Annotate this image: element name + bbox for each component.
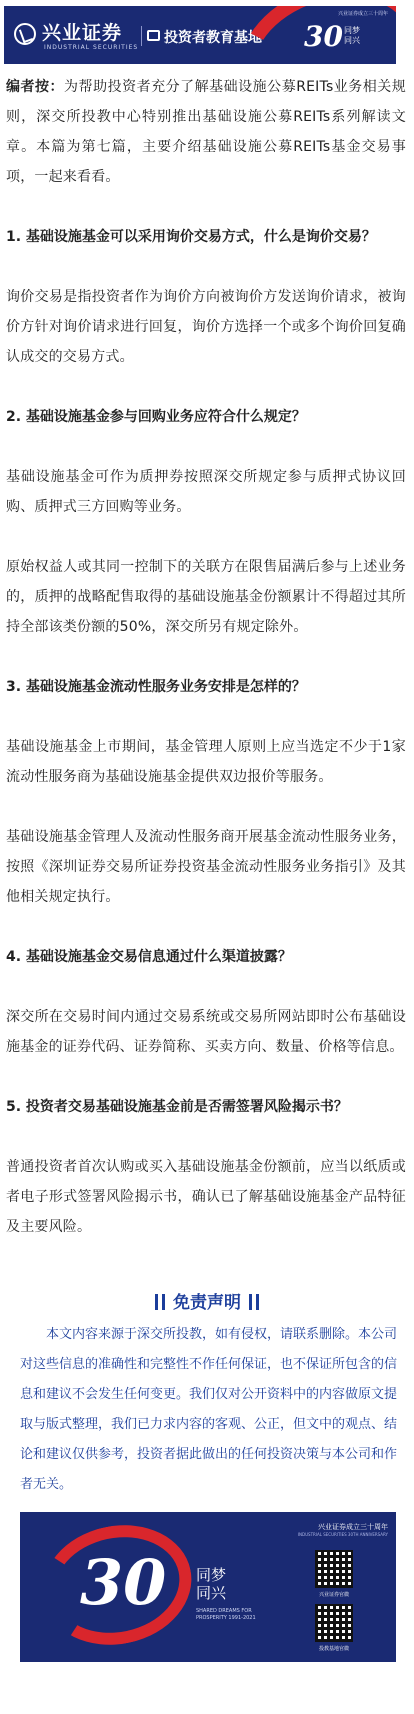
title-bar-right-2: [256, 1294, 259, 1310]
slogan-line1: 同梦: [196, 1566, 227, 1584]
section-paragraph: 询价交易是指投资者作为询价方向被询价方发送询价请求，被询价方针对询价请求进行回复，询价方选择一个或多个询价回复确认成交的交易方式。: [6, 289, 406, 365]
section-heading: 2. 基础设施基金参与回购业务应符合什么规定？: [6, 409, 306, 425]
anniversary-slogan-line1: 同梦: [344, 26, 360, 35]
education-base-icon: [147, 30, 160, 41]
disclaimer-title-text: 免责声明: [173, 1293, 241, 1313]
header-banner: [4, 6, 396, 64]
anniversary-slogan: [196, 1566, 226, 1602]
title-bar-right: [249, 1294, 252, 1310]
editor-note-label: 编者按：: [6, 79, 65, 95]
section-paragraph: 原始权益人或其同一控制下的关联方在限售届满后参与上述业务的，质押的战略配售取得的基础设施基金份额累计不得超过其所持全部该类份额的50%，深交所另有规定除外。: [6, 559, 406, 635]
banner-divider: [141, 26, 142, 46]
article-body: [6, 72, 406, 1242]
anniversary-caption: 兴业证券成立三十周年: [337, 11, 388, 17]
section-paragraph: 普通投资者首次认购或买入基础设施基金份额前，应当以纸质或者电子形式签署风险揭示书，确认已了解基础设施基金产品特征及主要风险。: [6, 1159, 406, 1235]
editor-note-text: 为帮助投资者充分了解基础设施公募REITs业务相关规则，深交所投教中心特别推出基础设施公募REITs系列解读文章。本篇为第七篇，主要介绍基础设施公募REITs基金交易事项，一起来看看。: [6, 79, 406, 185]
industrial-securities-logo-icon: [14, 23, 36, 45]
brand-name-english: INDUSTRIAL SECURITIES: [44, 44, 139, 51]
anniversary-tagline: SHARED DREAMS FOR PROSPERITY 1991-2021: [196, 1608, 256, 1621]
section-paragraph: 基础设施基金上市期间，基金管理人原则上应当选定不少于1家流动性服务商为基础设施基金提供双边报价等服务。: [6, 739, 406, 785]
anniversary-number: 30: [304, 20, 343, 53]
qr-caption: 投教基地官微: [318, 1646, 349, 1652]
section-paragraph: 基础设施基金管理人及流动性服务商开展基金流动性服务业务，按照《深圳证券交易所证券投资基金流动性服务业务指引》及其他相关规定执行。: [6, 829, 406, 905]
editor-note: [6, 72, 406, 192]
education-base-qr-code[interactable]: [315, 1604, 353, 1642]
anniversary-slogan: [344, 26, 360, 46]
section-heading: 5. 投资者交易基础设施基金前是否需签署风险揭示书？: [6, 1099, 348, 1115]
section-paragraph: 深交所在交易时间内通过交易系统或交易所网站即时公布基础设施基金的证券代码、证券简称、买卖方向、数量、价格等信息。: [6, 1009, 406, 1055]
section-heading: 3. 基础设施基金流动性服务业务安排是怎样的？: [6, 679, 306, 695]
brand-name: 兴业证券: [42, 22, 123, 44]
anniversary-caption: 兴业证券成立三十周年: [318, 1523, 388, 1531]
anniversary-number: 30: [80, 1546, 167, 1619]
section-heading: 1. 基础设施基金可以采用询价交易方式，什么是询价交易？: [6, 229, 376, 245]
section-heading: 4. 基础设施基金交易信息通过什么渠道披露？: [6, 949, 292, 965]
disclaimer-text: 本文内容来源于深交所投教，如有侵权，请联系删除。本公司对这些信息的准确性和完整性不作任何保证，也不保证所包含的信息和建议不会发生任何变更。我们仅对公开资料中的内容做原文提取与版式整理，我们已力求内容的客观、公正，但文中的观点、结论和建议仅供参考，投资者据此做出的任何投资决策与本公司和作者无关。: [20, 1327, 398, 1492]
title-bar-left: [155, 1294, 158, 1310]
investor-education-base-label: 投资者教育基地: [164, 30, 262, 46]
slogan-line2: 同兴: [196, 1584, 227, 1602]
anniversary-banner: [20, 1512, 396, 1662]
section-paragraph: 基础设施基金可作为质押券按照深交所规定参与质押式协议回购、质押式三方回购等业务。: [6, 469, 406, 515]
title-bar-left-2: [162, 1294, 165, 1310]
anniversary-caption-english: INDUSTRIAL SECURITIES 30TH ANNIVERSARY: [297, 1532, 388, 1537]
qr-caption: 兴业证券官微: [318, 1592, 349, 1598]
official-account-qr-code[interactable]: [315, 1550, 353, 1588]
anniversary-slogan-line2: 同兴: [344, 36, 360, 45]
disclaimer-title: [0, 1288, 414, 1313]
